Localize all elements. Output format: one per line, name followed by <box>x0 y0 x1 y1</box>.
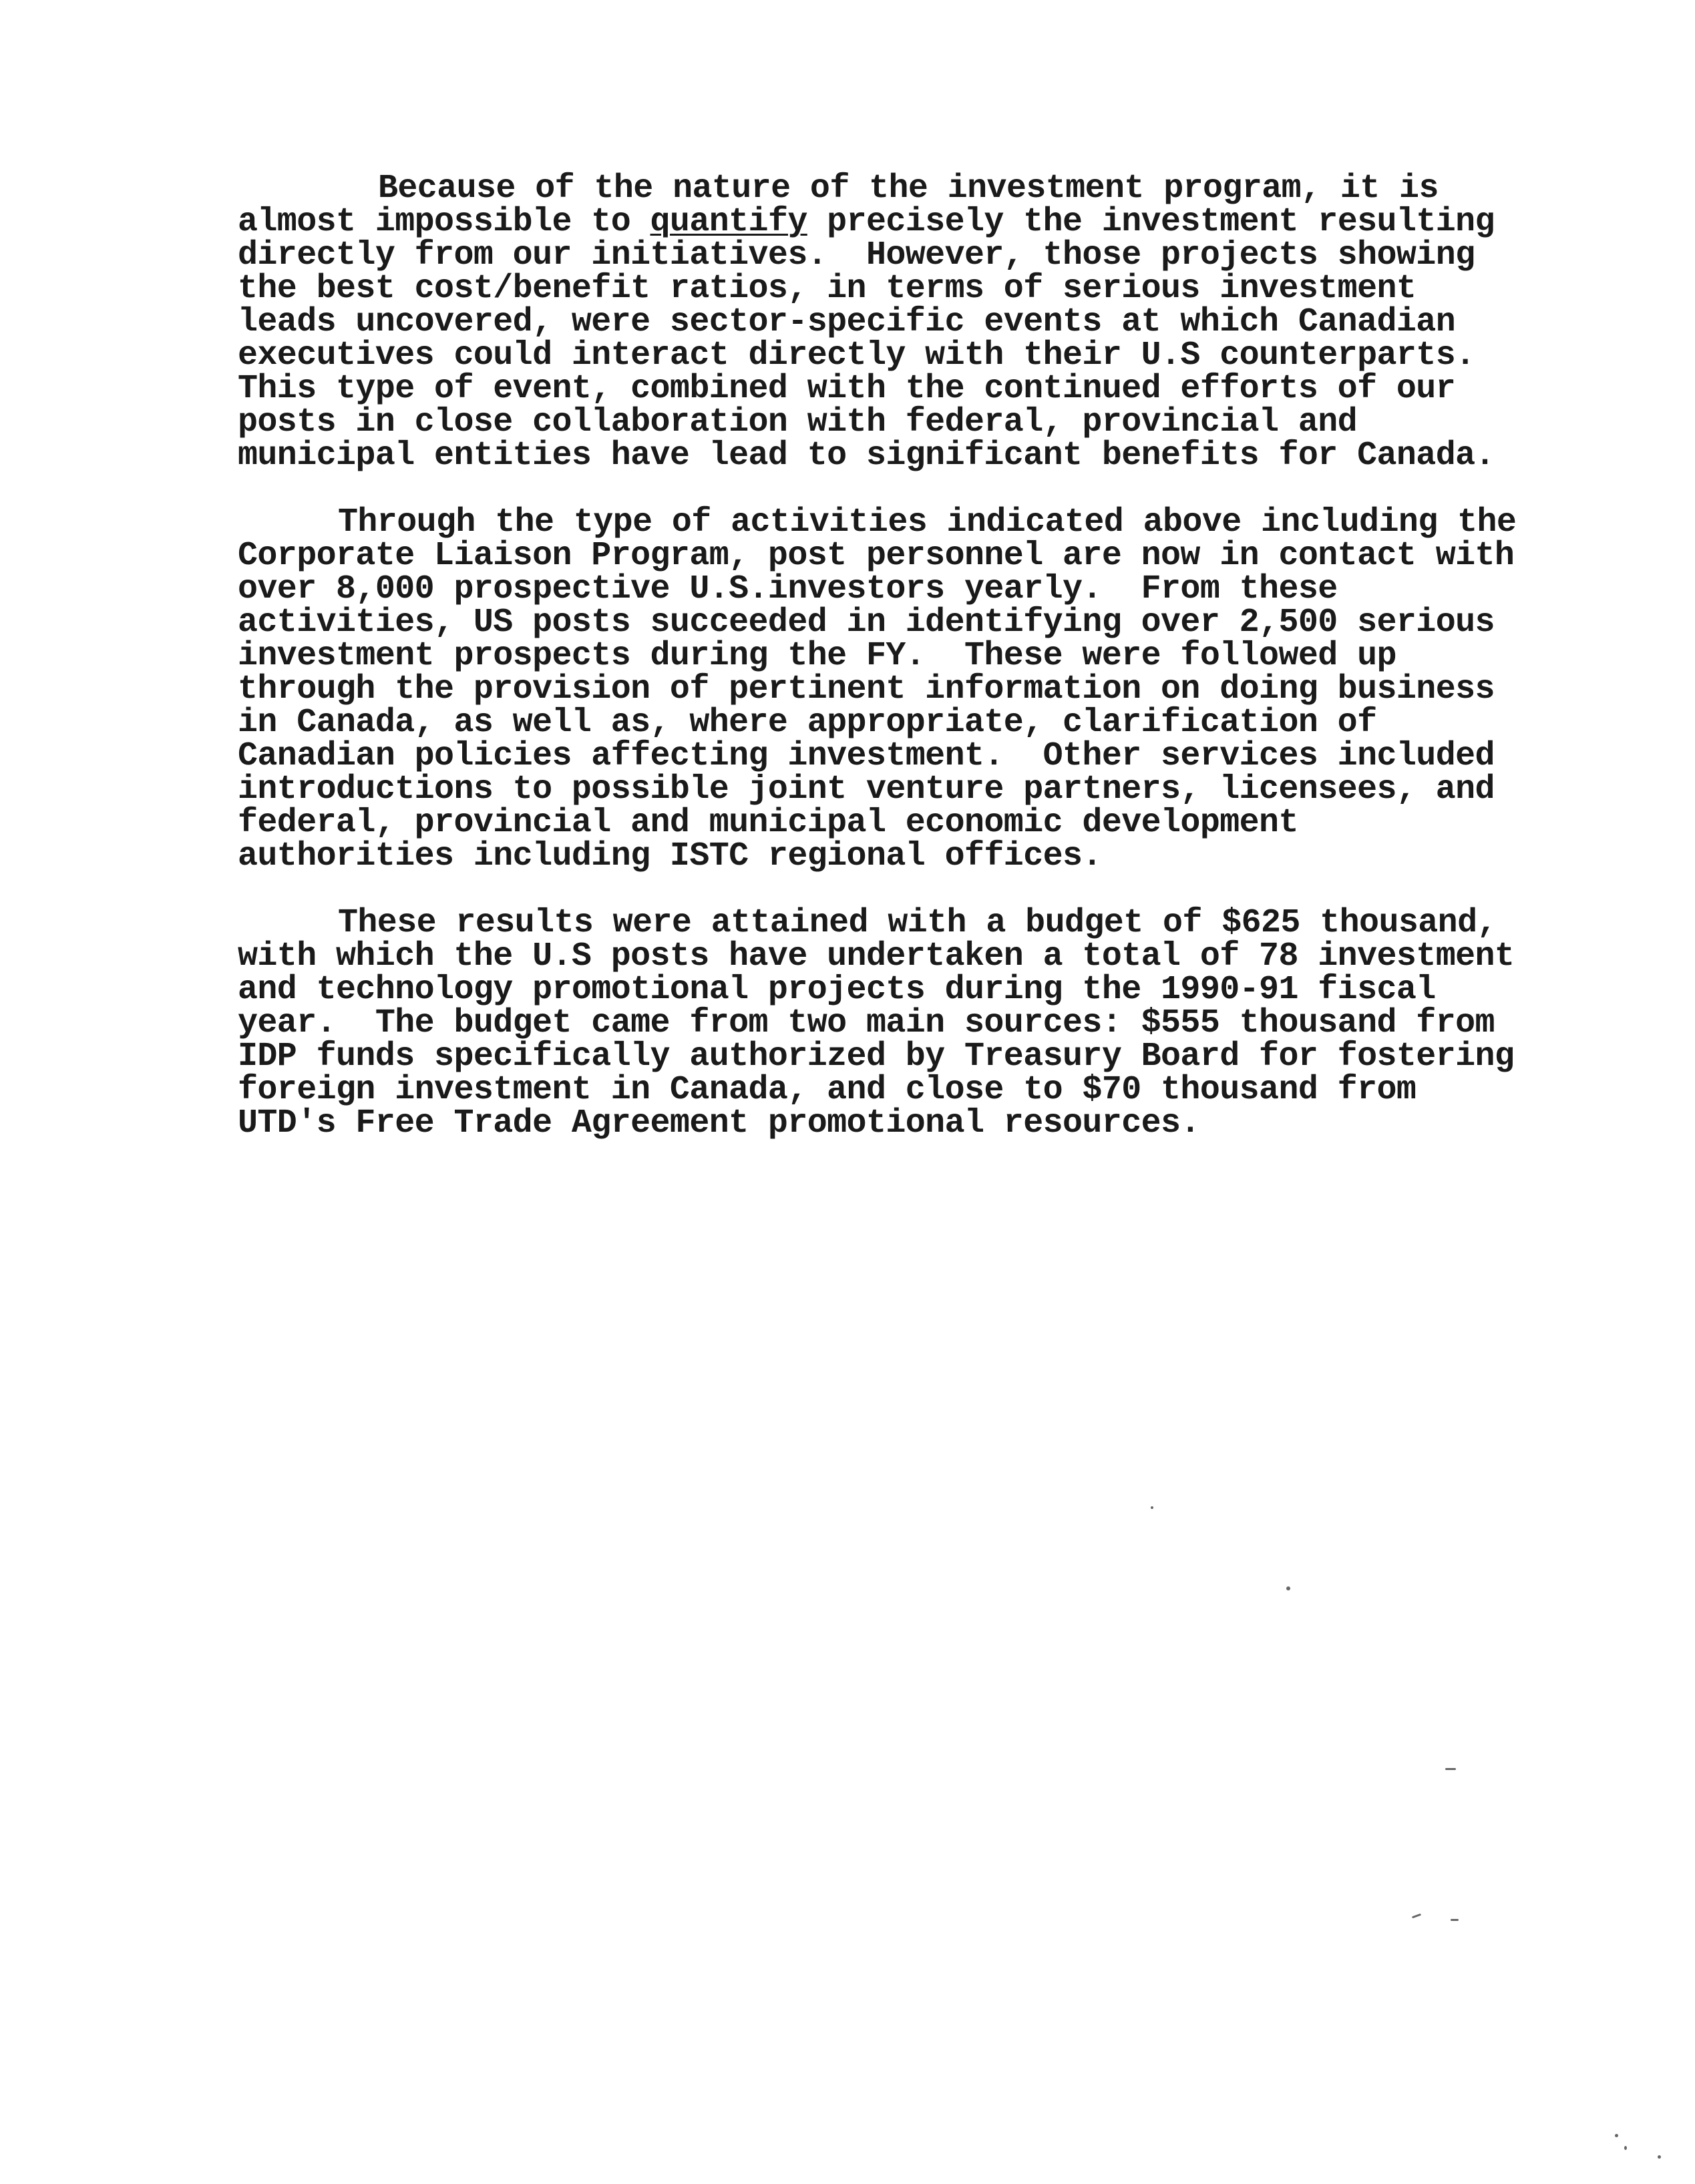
text-line: leads uncovered, were sector-specific events at which Canadian <box>238 303 1456 341</box>
text-line: This type of event, combined with the continued efforts of our <box>238 370 1456 408</box>
paragraph-corporate-liaison <box>238 503 1580 875</box>
text-line: Through the type of activities indicated above including the <box>338 503 1517 541</box>
text-line: IDP funds specifically authorized by Treasury Board for fostering <box>238 1038 1515 1076</box>
text-line: posts in close collaboration with federal, provincial and <box>238 403 1358 441</box>
text-line: foreign investment in Canada, and close to $70 thousand from <box>238 1071 1417 1109</box>
scan-speck <box>1151 1506 1153 1509</box>
text-line: These results were attained with a budget of $625 thousand, <box>338 904 1497 942</box>
text-line: executives could interact directly with their U.S counterparts. <box>238 337 1475 375</box>
scan-speck <box>1624 2146 1627 2150</box>
paragraph-investment-program <box>238 172 1580 473</box>
document-body <box>238 172 1580 1174</box>
text-line: activities, US posts succeeded in identifying over 2,500 serious <box>238 604 1495 642</box>
text-line: municipal entities have lead to significant benefits for Canada. <box>238 437 1495 475</box>
scan-speck <box>1658 2155 1661 2159</box>
underlined-word: quantify <box>650 203 807 241</box>
text-line: with which the U.S posts have undertaken a total of 78 investment <box>238 937 1515 975</box>
text-line: Corporate Liaison Program, post personnel are now in contact with <box>238 537 1515 575</box>
scan-speck <box>1412 1914 1421 1919</box>
text-line: in Canada, as well as, where appropriate, clarification of <box>238 704 1377 742</box>
text-line: UTD's Free Trade Agreement promotional resources. <box>238 1104 1200 1142</box>
text-line: and technology promotional projects during the 1990-91 fiscal <box>238 971 1436 1009</box>
text-line: the best cost/benefit ratios, in terms of serious investment <box>238 270 1417 308</box>
text-line: Because of the nature of the investment program, it is <box>378 170 1439 208</box>
scan-speck <box>1445 1768 1456 1770</box>
scan-speck <box>1615 2134 1618 2137</box>
text-line: Canadian policies affecting investment. Other services included <box>238 737 1495 775</box>
scan-speck <box>1451 1919 1459 1921</box>
text-line: almost impossible to quantify precisely the investment resulting <box>238 203 1495 241</box>
text-line: over 8,000 prospective U.S.investors yearly. From these <box>238 570 1338 608</box>
text-line: authorities including ISTC regional offices. <box>238 837 1102 875</box>
text-line: year. The budget came from two main sources: $555 thousand from <box>238 1004 1495 1042</box>
scan-speck <box>1286 1586 1290 1590</box>
text-line: introductions to possible joint venture partners, licensees, and <box>238 771 1495 809</box>
text-line: federal, provincial and municipal economic development <box>238 804 1298 842</box>
paragraph-budget <box>238 904 1580 1142</box>
text-line: investment prospects during the FY. These were followed up <box>238 637 1396 675</box>
text-line: through the provision of pertinent information on doing business <box>238 670 1495 708</box>
text-line: directly from our initiatives. However, those projects showing <box>238 236 1475 274</box>
